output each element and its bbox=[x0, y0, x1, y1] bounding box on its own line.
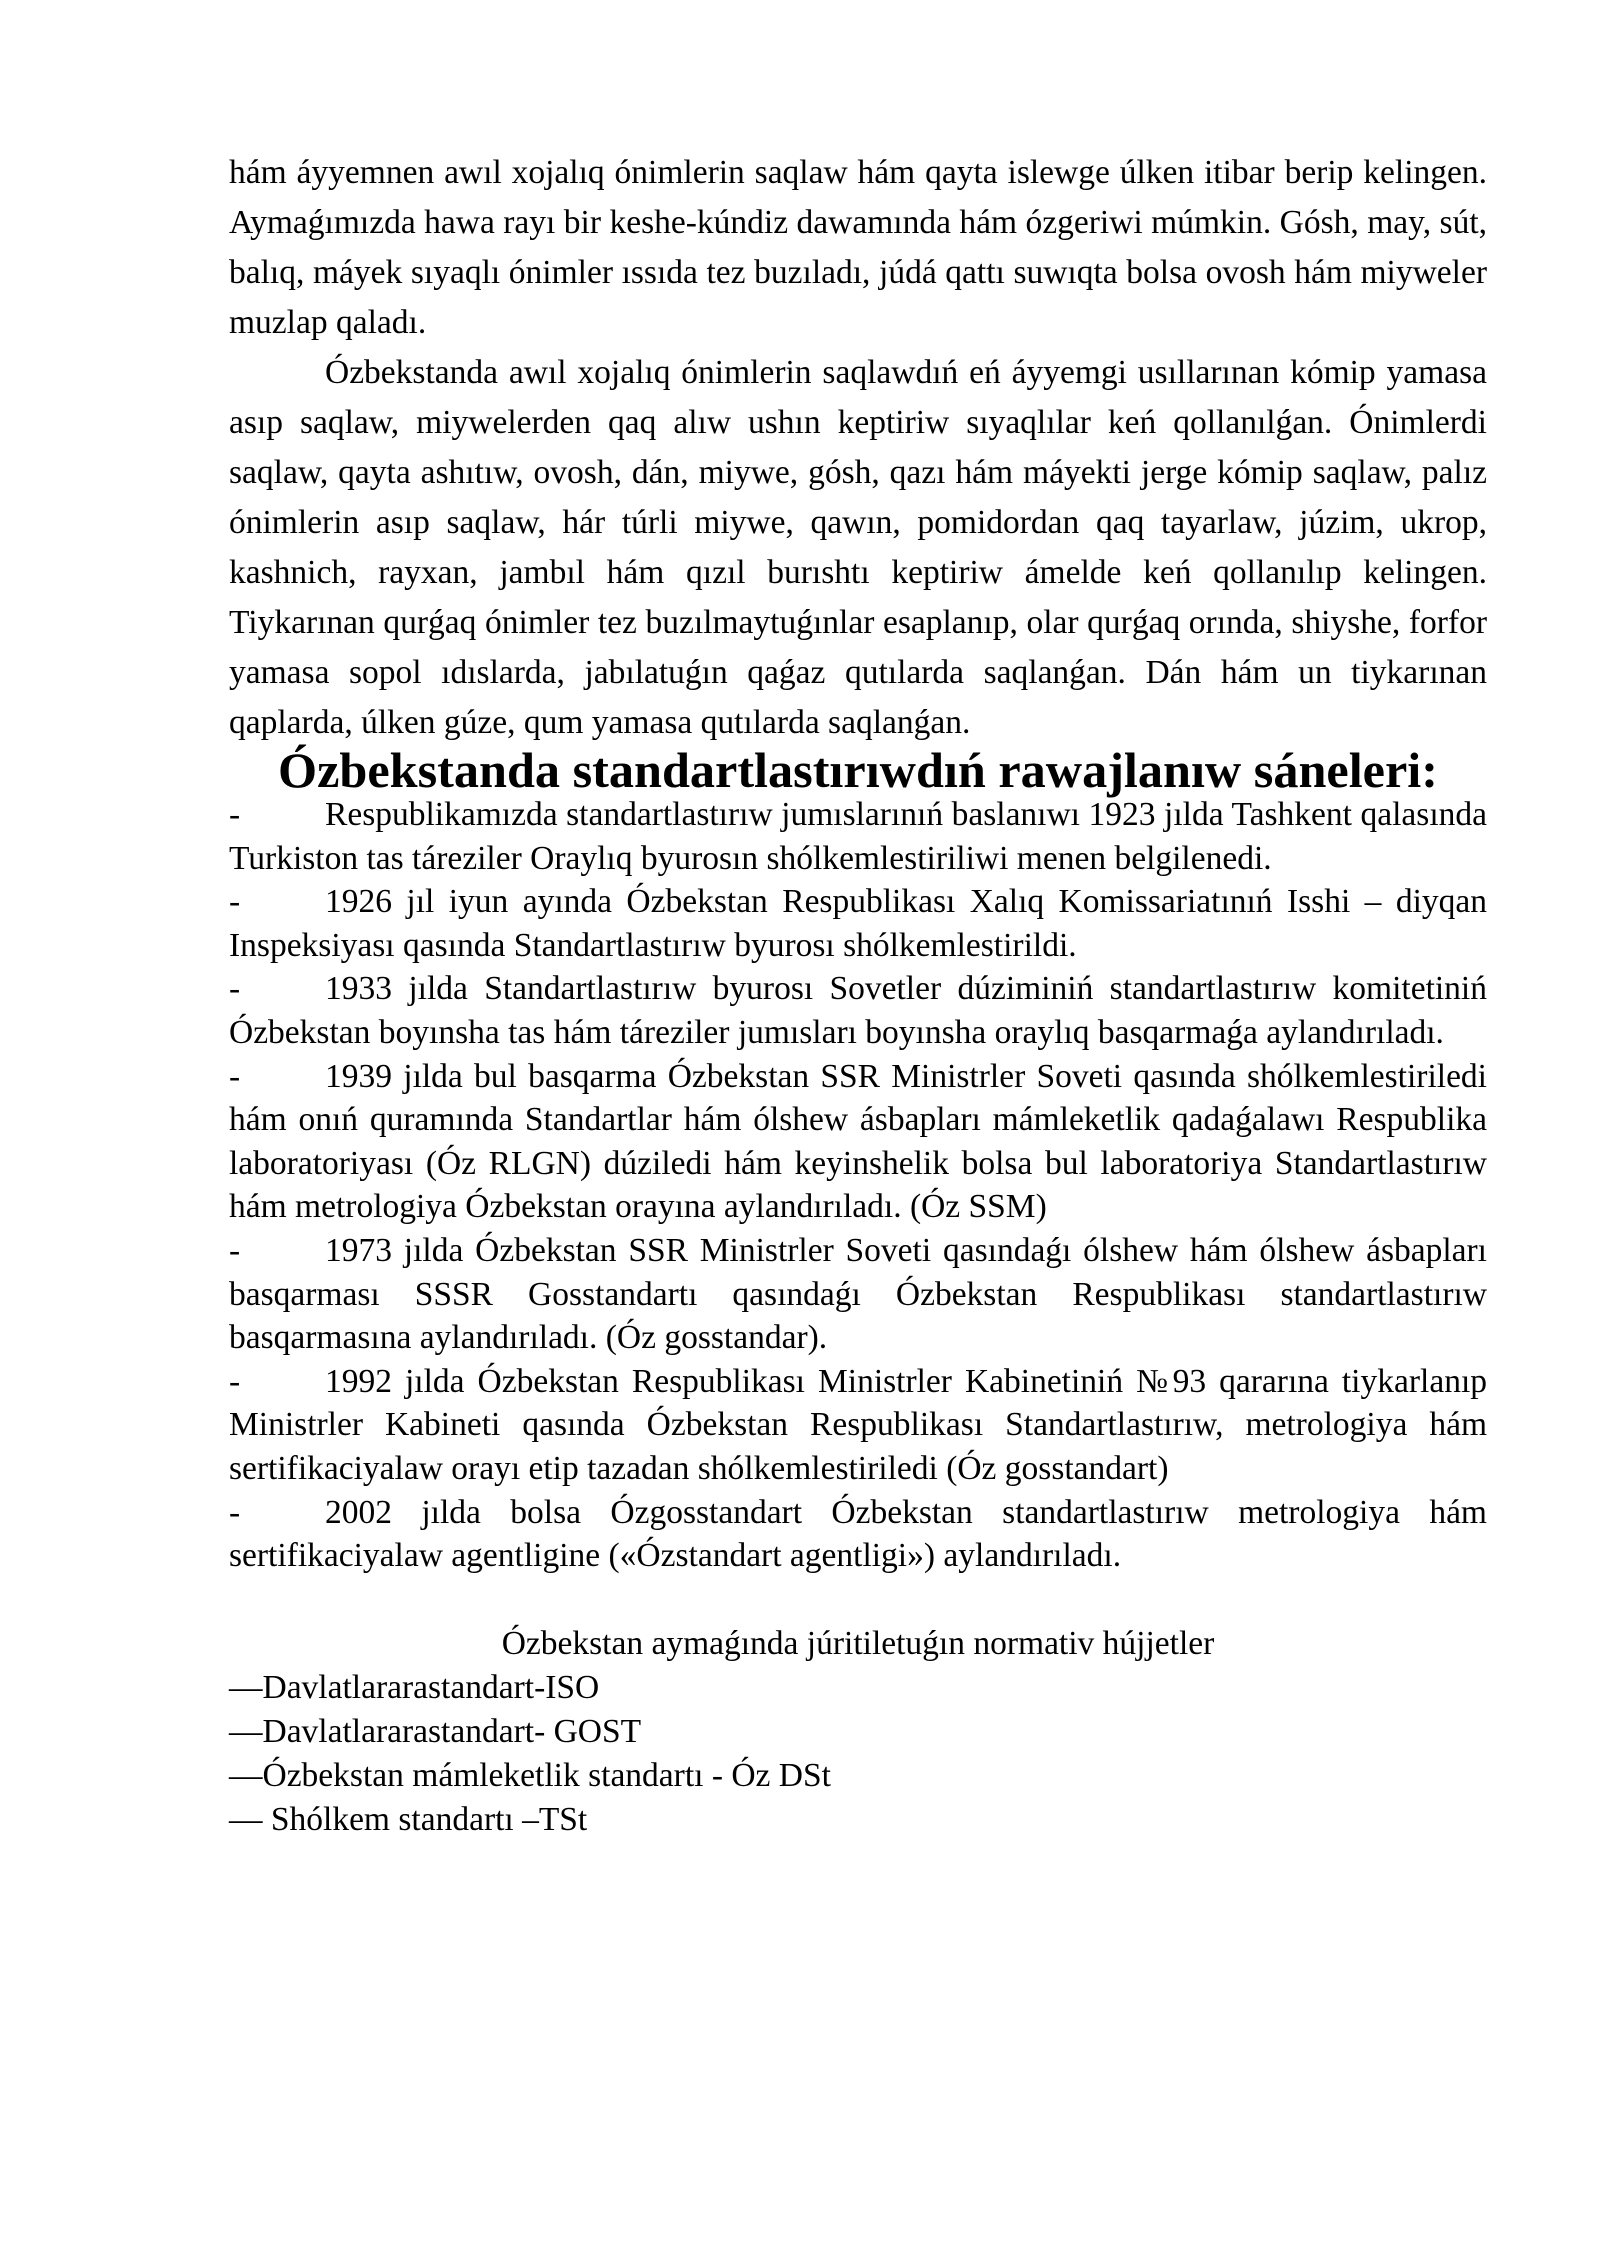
history-item bbox=[229, 967, 1487, 1054]
dash-marker: - bbox=[229, 1493, 241, 1531]
history-item-text: 2002 jılda bolsa Ózgosstandart Ózbekstan standartlastırıw metrologiya hám sertifikaciyalaw agentligine («Ózstandart agentligi») aylandırıladı. bbox=[229, 1493, 1487, 1575]
normative-document-item: —Davlatlararastandart-ISO bbox=[229, 1668, 600, 1706]
history-item bbox=[229, 1491, 1487, 1578]
section-spacer bbox=[229, 1578, 1487, 1622]
standards-history-list bbox=[229, 793, 1487, 1578]
history-item-text: Respublikamızda standartlastırıw jumıslarınıń baslanıwı 1923 jılda Tashkent qalasında Turkiston tas táreziler Oraylıq byurosın shólkemlestiriliwi menen belgilenedi. bbox=[229, 796, 1487, 877]
history-item bbox=[229, 1360, 1487, 1491]
history-item-text: 1939 jılda bul basqarma Ózbekstan SSR Ministrler Soveti qasında shólkemlestiriledi hám onıń quramında Standartlar hám ólshew ásbapları mámleketlik qadaǵalawı Respublika laboratoriyası (Óz RLGN) dúziledi hám keyinshelik bolsa bul laboratoriya Standartlastırıw hám metrologiya Ózbekstan orayına aylandırıladı. (Óz SSM) bbox=[229, 1057, 1487, 1226]
dash-marker: - bbox=[229, 796, 241, 833]
dash-marker: - bbox=[229, 1362, 241, 1400]
history-item bbox=[229, 880, 1487, 967]
history-item-text: 1973 jılda Ózbekstan SSR Ministrler Soveti qasındaǵı ólshew hám ólshew ásbapları basqarması SSSR Gosstandartı qasındaǵı Ózbekstan Respublikası standartlastırıw basqarmasına aylandırıladı. (Óz gosstandar). bbox=[229, 1231, 1487, 1357]
normative-document-item: —Ózbekstan mámleketlik standartı - Óz DSt bbox=[229, 1756, 831, 1794]
normative-document-item: —Davlatlararastandart- GOST bbox=[229, 1712, 642, 1750]
dash-marker: - bbox=[229, 1231, 241, 1269]
history-item bbox=[229, 1055, 1487, 1229]
history-item-text: 1926 jıl iyun ayında Ózbekstan Respublikası Xalıq Komissariatınıń Isshi – diyqan Inspeksiyası qasında Standartlastırıw byurosı shólkemlestirildi. bbox=[229, 883, 1487, 964]
history-item-text: 1933 jılda Standartlastırıw byurosı Sovetler dúziminiń standartlastırıw komitetiniń Ózbekstan boyınsha tas hám táreziler jumısları boyınsha oraylıq basqarmaǵa aylandırıladı. bbox=[229, 970, 1487, 1051]
normative-documents-title: Ózbekstan aymaǵında júritiletuǵın normativ hújjetler bbox=[501, 1624, 1215, 1662]
normative-documents-list bbox=[229, 1666, 1487, 1842]
history-item bbox=[229, 1229, 1487, 1360]
history-item bbox=[229, 793, 1487, 880]
document-page bbox=[229, 148, 1487, 1842]
history-item-text: 1992 jılda Ózbekstan Respublikası Ministrler Kabinetiniń №93 qararına tiykarlanıp Ministrler Kabineti qasında Ózbekstan Respublikası Standartlastırıw, metrologiya hám sertifikaciyalaw orayı etip tazadan shólkemlestiriledi (Óz gosstandart) bbox=[229, 1362, 1487, 1487]
normative-document-item: — Shólkem standartı –TSt bbox=[229, 1800, 588, 1838]
intro-paragraph-1: hám áyyemnen awıl xojalıq ónimlerin saqlaw hám qayta islewge úlken itibar berip kelingen. Aymaǵımızda hawa rayı bir keshe-kúndiz dawamında hám ózgeriwi múmkin. Gósh, may, sút, balıq, máyek sıyaqlı ónimler ıssıda tez buzıladı, júdá qattı suwıqta bolsa ovosh hám miyweler muzlap qaladı. bbox=[229, 154, 1487, 341]
dash-marker: - bbox=[229, 1057, 241, 1095]
intro-paragraph-2: Ózbekstanda awıl xojalıq ónimlerin saqlawdıń eń áyyemgi usıllarınan kómip yamasa asıp saqlaw, miywelerden qaq alıw ushın keptiriw sıyaqlılar keń qollanılǵan. Ónimlerdi saqlaw, qayta ashıtıw, ovosh, dán, miywe, gósh, qazı hám máyekti jerge kómip saqlaw, palız ónimlerin asıp saqlaw, hár túrli miywe, qawın, pomidordan qaq tayarlaw, júzim, ukrop, kashnich, rayxan, jambıl hám qızıl burıshtı keptiriw ámelde keń qollanılıp kelingen. Tiykarınan qurǵaq ónimler tez buzılmaytuǵınlar esaplanıp, olar qurǵaq orında, shiyshe, forfor yamasa sopol ıdıslarda, jabılatuǵın qaǵaz qutılarda saqlanǵan. Dán hám un tiykarınan qaplarda, úlken gúze, qum yamasa qutılarda saqlanǵan. bbox=[229, 354, 1487, 741]
dash-marker: - bbox=[229, 970, 241, 1008]
dash-marker: - bbox=[229, 883, 241, 921]
standards-history-heading: Ózbekstanda standartlastırıwdıń rawajlanıw sáneleri: bbox=[278, 742, 1438, 798]
